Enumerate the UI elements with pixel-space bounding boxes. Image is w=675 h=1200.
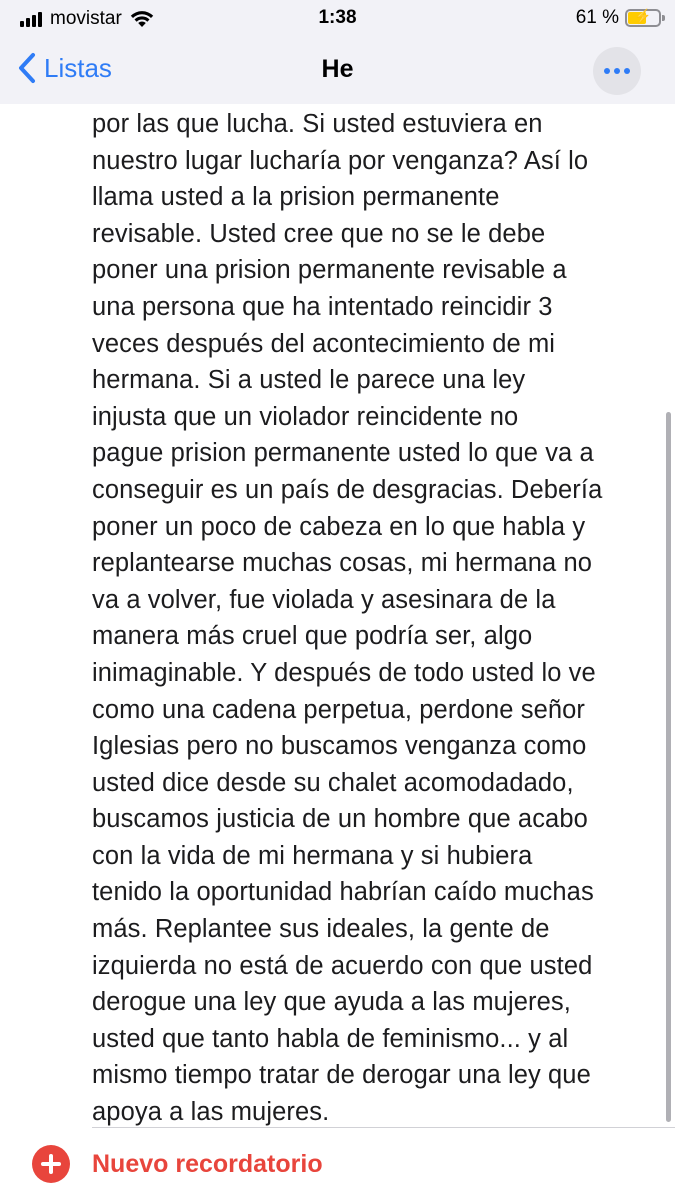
note-line: tenido la oportunidad habrían caído muchas [92,878,594,907]
note-line: injusta que un violador reincidente no [92,402,519,431]
note-line: apoya a las mujeres. [92,1098,330,1127]
note-text[interactable] [92,106,652,1131]
note-line: derogue una ley que ayuda a las mujeres, [92,988,571,1017]
note-line: una persona que ha intentado reincidir 3 [92,292,553,321]
scroll-indicator[interactable] [666,412,671,1122]
note-line: izquierda no está de acuerdo con que usted [92,951,593,980]
status-time: 1:38 [318,7,357,28]
note-line: llama usted a la prision permanente [92,183,500,212]
note-line: poner un poco de cabeza en lo que habla y [92,512,586,541]
note-line: buscamos justicia de un hombre que acabo [92,805,588,834]
battery-cap [662,15,665,21]
note-line: como una cadena perpetua, perdone señor [92,695,586,724]
ellipsis-icon-dot [604,68,610,74]
ellipsis-icon-dot [624,68,630,74]
new-reminder-label: Nuevo recordatorio [92,1149,323,1178]
status-bar [0,0,675,38]
note-line: usted dice desde su chalet acomodadado, [92,768,574,797]
note-line: veces después del acontecimiento de mi [92,329,556,358]
note-line: hermana. Si a usted le parece una ley [92,366,526,395]
note-line: manera más cruel que podría ser, algo [92,622,533,651]
battery-percent: 61 % [575,7,619,28]
navigation-bar [0,38,675,104]
battery-icon [625,9,661,27]
divider [92,1127,675,1128]
note-line: va a volver, fue violada y asesinara de la [92,585,556,614]
plus-circle-icon [32,1145,70,1183]
note-line: usted que tanto habla de feminismo... y al [92,1024,569,1053]
note-line: revisable. Usted cree que no se le debe [92,219,546,248]
note-line: inimaginable. Y después de todo usted lo ve [92,658,596,687]
back-button-label: Listas [44,52,112,83]
note-line: pague prision permanente usted lo que va a [92,439,594,468]
more-options-button[interactable] [593,47,641,95]
note-line: conseguir es un país de desgracias. Debería [92,475,603,504]
note-line: más. Replantee sus ideales, la gente de [92,915,550,944]
note-line: Iglesias pero no buscamos venganza como [92,732,587,761]
charging-bolt-icon: ⚡ [634,8,652,24]
note-line: por las que lucha. Si usted estuviera en [92,110,543,138]
new-reminder-button[interactable] [32,1145,323,1183]
carrier-name: movistar [50,8,122,29]
note-line: mismo tiempo tratar de derogar una ley que [92,1061,591,1090]
note-line: replantearse muchas cosas, mi hermana no [92,549,593,578]
note-line: con la vida de mi hermana y si hubiera [92,841,533,870]
ellipsis-icon-dot [614,68,620,74]
status-right [576,7,661,29]
page-title: He [321,55,354,83]
note-line: nuestro lugar lucharía por venganza? Así lo [92,146,589,175]
note-line: poner una prision permanente revisable a [92,256,567,285]
